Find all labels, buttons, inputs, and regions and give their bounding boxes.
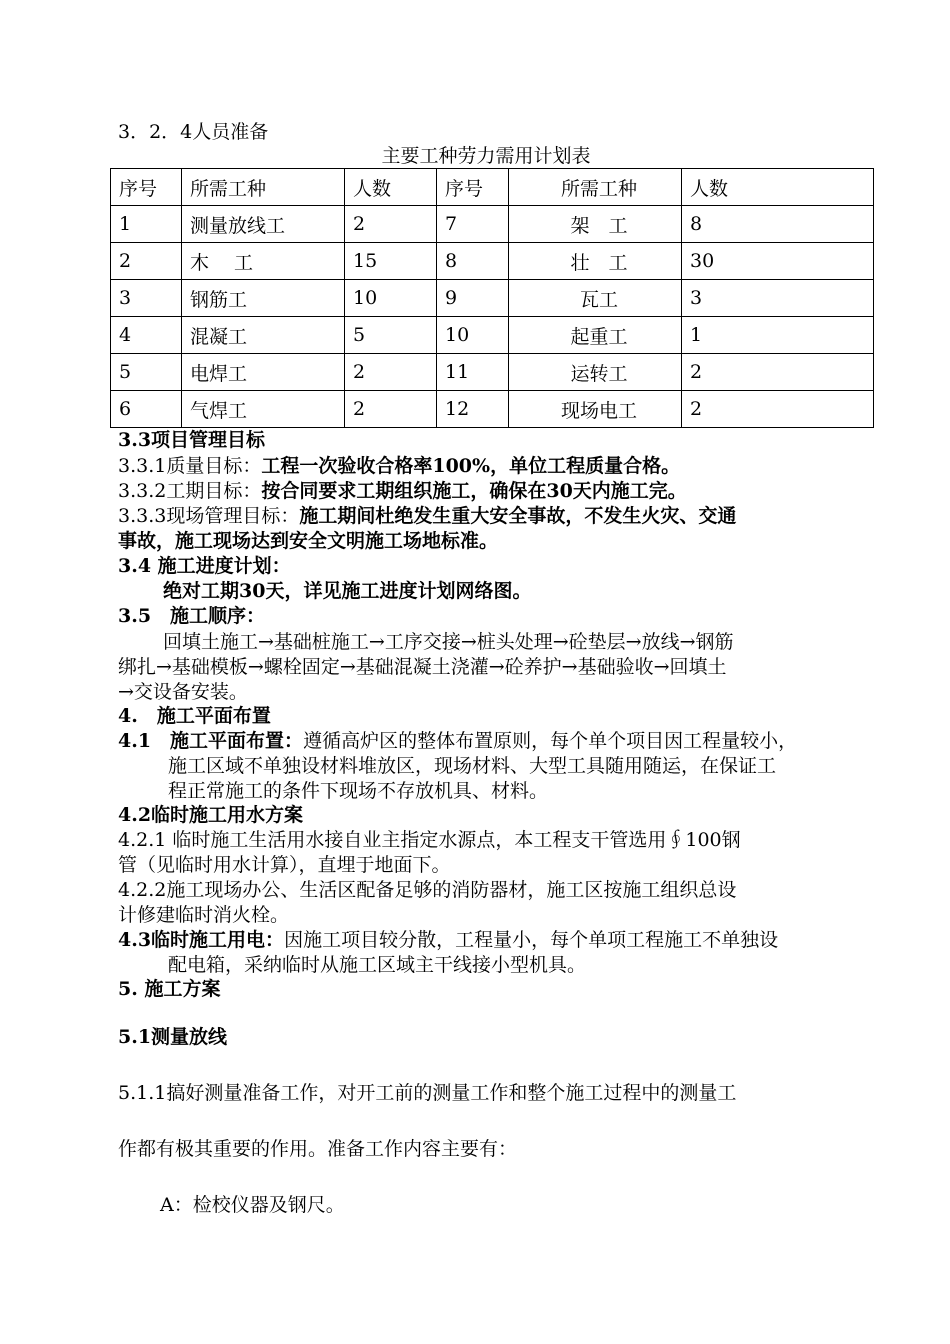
table-cell: 7 [437,206,509,243]
table-cell: 木 工 [182,243,345,280]
table-cell: 15 [345,243,437,280]
table-cell: 5 [345,317,437,354]
header-cell: 序号 [437,169,509,206]
sequence-line-2: 绑扎→基础模板→螺栓固定→基础混凝土浇灌→砼养护→基础验收→回填土 [118,656,727,678]
table-caption: 主要工种劳力需用计划表 [381,145,591,167]
schedule-plan-text: 绝对工期30天，详见施工进度计划网络图。 [163,580,532,602]
table-cell: 2 [345,354,437,391]
table-cell: 4 [111,317,182,354]
section-3-5-heading: 3.5 施工顺序： [118,605,266,627]
table-row [111,243,874,280]
table-cell: 6 [111,391,182,428]
table-cell: 架 工 [509,206,682,243]
table-cell: 5 [111,354,182,391]
table-row [111,206,874,243]
site-management-target [118,504,736,528]
table-cell: 8 [437,243,509,280]
table-cell: 运转工 [509,354,682,391]
table-cell: 10 [437,317,509,354]
table-row [111,354,874,391]
table-cell: 钢筋工 [182,280,345,317]
section-4-heading: 4. 施工平面布置 [118,705,271,727]
table-cell: 气焊工 [182,391,345,428]
section-5-1-1-line-1: 5.1.1搞好测量准备工作，对开工前的测量工作和整个施工过程中的测量工 [118,1082,737,1104]
table-cell: 2 [682,354,874,391]
table-cell: 30 [682,243,874,280]
table-cell: 测量放线工 [182,206,345,243]
section-4-3-label: 4.3临时施工用电： [118,929,285,951]
section-5-1-heading: 5.1测量放线 [118,1026,228,1048]
section-4-1-line-2: 施工区域不单独设材料堆放区，现场材料、大型工具随用随运，在保证工 [168,755,777,777]
section-4-3 [118,928,778,952]
sequence-line-3: →交设备安装。 [118,681,248,703]
section-4-2-heading: 4.2临时施工用水方案 [118,804,304,826]
table-cell: 1 [682,317,874,354]
section-5-heading: 5. 施工方案 [118,978,221,1000]
table-cell: 9 [437,280,509,317]
section-4-2-1-line-2: 管（见临时用水计算），直埋于地面下。 [118,854,451,876]
section-4-2-2-line-2: 计修建临时消火栓。 [118,904,290,926]
site-management-label: 3.3.3现场管理目标： [118,505,300,527]
item-a: A：检校仪器及钢尺。 [160,1194,345,1216]
table-header-row [111,169,874,206]
quality-target [118,454,680,478]
table-cell: 2 [682,391,874,428]
schedule-target-label: 3.3.2工期目标： [118,480,262,502]
site-management-text-cont: 事故，施工现场达到安全文明施工场地标准。 [118,530,499,552]
header-cell: 所需工种 [509,169,682,206]
table-cell: 12 [437,391,509,428]
schedule-target-text: 按合同要求工期组织施工，确保在30天内施工完。 [261,480,687,502]
section-4-3-text: 因施工项目较分散，工程量小，每个单项工程施工不单独设 [284,929,779,951]
header-cell: 所需工种 [182,169,345,206]
table-cell: 2 [345,206,437,243]
table-cell: 10 [345,280,437,317]
section-4-1-label: 4.1 施工平面布置： [118,730,304,752]
sequence-line-1: 回填土施工→基础桩施工→工序交接→桩头处理→砼垫层→放线→钢筋 [163,631,734,653]
table-cell: 起重工 [509,317,682,354]
quality-target-text: 工程一次验收合格率100%，单位工程质量合格。 [261,455,681,477]
header-cell: 人数 [682,169,874,206]
table-row [111,391,874,428]
table-row [111,280,874,317]
table-cell: 3 [111,280,182,317]
site-management-text: 施工期间杜绝发生重大安全事故，不发生火灾、交通 [299,505,737,527]
header-cell: 序号 [111,169,182,206]
table-cell: 壮 工 [509,243,682,280]
section-4-2-2-line-1: 4.2.2施工现场办公、生活区配备足够的消防器材，施工区按施工组织总设 [118,879,737,901]
section-4-1-text: 遵循高炉区的整体布置原则，每个单个项目因工程量较小， [303,730,798,752]
schedule-target [118,479,687,503]
table-cell: 2 [111,243,182,280]
table-cell: 混凝工 [182,317,345,354]
table-cell: 8 [682,206,874,243]
section-3-2-4-heading: 3．2．4人员准备 [118,121,269,143]
table-cell: 2 [345,391,437,428]
labor-plan-table [110,168,874,428]
table-cell: 11 [437,354,509,391]
section-3-4-heading: 3.4 施工进度计划： [118,555,291,577]
header-cell: 人数 [345,169,437,206]
section-4-2-1-line-1: 4.2.1 临时施工生活用水接自业主指定水源点，本工程支干管选用∮100钢 [118,829,741,851]
section-4-1-line-3: 程正常施工的条件下现场不存放机具、材料。 [168,780,549,802]
quality-target-label: 3.3.1质量目标： [118,455,262,477]
table-cell: 瓦工 [509,280,682,317]
table-cell: 1 [111,206,182,243]
section-3-3-heading: 3.3项目管理目标 [118,429,266,451]
table-cell: 电焊工 [182,354,345,391]
section-5-1-1-line-2: 作都有极其重要的作用。准备工作内容主要有： [118,1138,518,1160]
table-row [111,317,874,354]
table-cell: 3 [682,280,874,317]
table-cell: 现场电工 [509,391,682,428]
section-4-3-line-2: 配电箱，采纳临时从施工区域主干线接小型机具。 [168,954,587,976]
section-4-1 [118,729,797,753]
